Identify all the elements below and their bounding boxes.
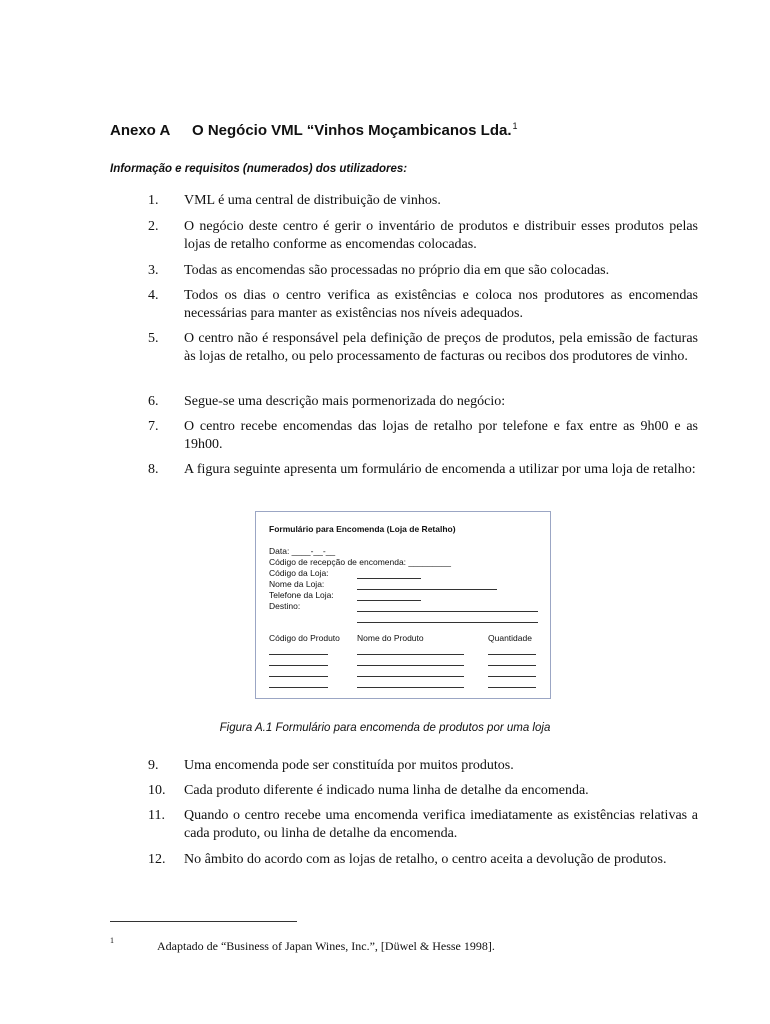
form-detail-line bbox=[269, 676, 328, 677]
form-detail-line bbox=[357, 654, 464, 655]
list-item bbox=[148, 287, 698, 323]
form-detail-line bbox=[488, 676, 536, 677]
footnote-separator bbox=[110, 921, 297, 922]
list-item bbox=[148, 782, 698, 800]
footnote-mark: 1 bbox=[110, 936, 114, 945]
form-reception-code: Código de recepção de encomenda: _________ bbox=[269, 557, 451, 567]
item-text: Todas as encomendas são processadas no próprio dia em que são colocadas. bbox=[184, 263, 610, 278]
item-text: O centro recebe encomendas das lojas de retalho por telefone e fax entre as 9h00 e as 19h00. bbox=[184, 419, 698, 452]
list-item bbox=[148, 262, 698, 280]
column-header-product-code: Código do Produto bbox=[269, 633, 340, 643]
item-number: 5. bbox=[148, 331, 159, 346]
item-number: 6. bbox=[148, 394, 159, 409]
form-store-phone-line bbox=[357, 600, 421, 601]
item-number: 7. bbox=[148, 419, 159, 434]
list-item bbox=[148, 757, 698, 775]
form-store-phone-label: Telefone da Loja: bbox=[269, 590, 334, 600]
footnote-reference[interactable]: 1 bbox=[512, 121, 518, 131]
item-number: 8. bbox=[148, 462, 159, 477]
list-item bbox=[148, 192, 698, 210]
form-detail-line bbox=[357, 687, 464, 688]
list-item bbox=[148, 807, 698, 843]
item-number: 12. bbox=[148, 852, 166, 867]
item-number: 1. bbox=[148, 193, 159, 208]
list-item bbox=[148, 330, 698, 366]
item-text: A figura seguinte apresenta um formulário de encomenda a utilizar por uma loja de retalho: bbox=[184, 462, 696, 477]
form-store-code-line bbox=[357, 578, 421, 579]
form-detail-line bbox=[488, 654, 536, 655]
item-number: 2. bbox=[148, 219, 159, 234]
form-destination-label: Destino: bbox=[269, 601, 301, 611]
order-form-figure bbox=[255, 511, 551, 699]
item-text: No âmbito do acordo com as lojas de retalho, o centro aceita a devolução de produtos. bbox=[184, 852, 667, 867]
annex-title bbox=[110, 122, 518, 139]
column-header-quantity: Quantidade bbox=[488, 633, 532, 643]
item-text: Cada produto diferente é indicado numa linha de detalhe da encomenda. bbox=[184, 783, 589, 798]
form-store-name-label: Nome da Loja: bbox=[269, 579, 325, 589]
item-text: VML é uma central de distribuição de vinhos. bbox=[184, 193, 441, 208]
form-detail-line bbox=[488, 665, 536, 666]
form-destination-line bbox=[357, 611, 538, 612]
item-text: Segue-se uma descrição mais pormenorizada do negócio: bbox=[184, 394, 506, 409]
list-item bbox=[148, 418, 698, 454]
form-title: Formulário para Encomenda (Loja de Retalho) bbox=[269, 524, 456, 534]
item-number: 4. bbox=[148, 288, 159, 303]
form-store-name-line bbox=[357, 589, 497, 590]
footnote-text: Adaptado de “Business of Japan Wines, Inc.”, [Düwel & Hesse 1998]. bbox=[157, 939, 495, 953]
list-item bbox=[148, 393, 698, 411]
item-number: 10. bbox=[148, 783, 166, 798]
item-text: Uma encomenda pode ser constituída por muitos produtos. bbox=[184, 758, 514, 773]
list-item bbox=[148, 851, 698, 869]
figure-caption: Figura A.1 Formulário para encomenda de produtos por uma loja bbox=[219, 722, 551, 734]
form-detail-line bbox=[357, 665, 464, 666]
form-detail-line bbox=[269, 665, 328, 666]
section-subtitle: Informação e requisitos (numerados) dos utilizadores: bbox=[110, 163, 408, 175]
form-detail-line bbox=[269, 654, 328, 655]
annex-title-text: O Negócio VML “Vinhos Moçambicanos Lda. bbox=[192, 122, 512, 139]
column-header-product-name: Nome do Produto bbox=[357, 633, 424, 643]
annex-number: Anexo A bbox=[110, 122, 171, 139]
item-number: 3. bbox=[148, 263, 159, 278]
item-text: Todos os dias o centro verifica as existências e coloca nos produtores as encomendas necessárias para manter as existências nos níveis adequados. bbox=[184, 288, 698, 321]
form-detail-line bbox=[269, 687, 328, 688]
item-number: 11. bbox=[148, 808, 165, 823]
form-date: Data: ____-__-__ bbox=[269, 546, 336, 556]
item-text: O negócio deste centro é gerir o inventário de produtos e distribuir esses produtos pelas lojas de retalho conforme as encomendas colocadas. bbox=[184, 219, 698, 252]
form-store-code-label: Código da Loja: bbox=[269, 568, 329, 578]
list-item bbox=[148, 218, 698, 254]
form-detail-line bbox=[488, 687, 536, 688]
form-detail-line bbox=[357, 676, 464, 677]
item-text: Quando o centro recebe uma encomenda verifica imediatamente as existências relativas a cada produto, ou linha de detalhe da encomenda. bbox=[184, 808, 698, 841]
list-item bbox=[148, 461, 698, 479]
item-text: O centro não é responsável pela definição de preços de produtos, pela emissão de facturas às lojas de retalho, ou pelo processamento de facturas ou recibos dos produtores de vinho. bbox=[184, 331, 698, 364]
form-destination-line bbox=[357, 622, 538, 623]
item-number: 9. bbox=[148, 758, 159, 773]
